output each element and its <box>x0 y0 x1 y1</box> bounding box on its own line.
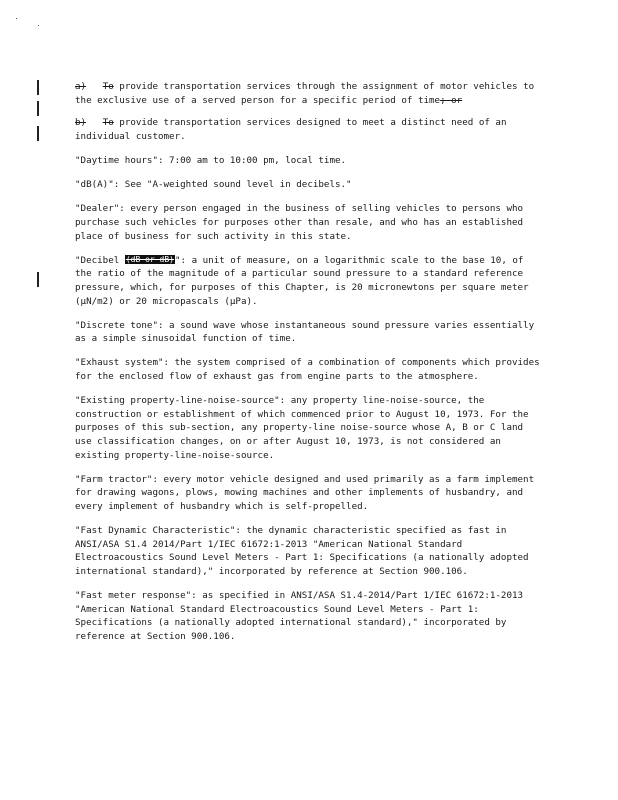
scan-speck <box>38 25 39 26</box>
definition-dba: "dB(A)": See "A-weighted sound level in decibels." <box>75 179 352 191</box>
item-text: provide transportation services designed to meet a distinct need of an individual customer. <box>75 117 507 142</box>
definition-existing-noise-source: "Existing property-line-noise-source": any property line-noise-source, the construction or establishment of which commenced prior to August 10, 1973. For the purposes of this sub-section, any property-line noise-source whose A, B or C land use classification changes, on or after August 10, 1973, is not considered an existing property-line-noise-source. <box>75 395 529 461</box>
definition-fast-dynamic: "Fast Dynamic Characteristic": the dynamic characteristic specified as fast in ANSI/ASA S1.4 2014/Part 1/IEC 61672:1-2013 "American National Standard Electroacoustics Sound Level Meters - Part 1: Specifications (a nationally adopted international standard)," incorporated by reference at Section 900.106. <box>75 525 529 577</box>
definition-discrete-tone: "Discrete tone": a sound wave whose instantaneous sound pressure varies essentially as a simple sinusoidal function of time. <box>75 319 535 345</box>
struck-text: (dB or dB) <box>125 254 174 264</box>
scan-speck <box>16 18 17 19</box>
definition-farm-tractor: "Farm tractor": every motor vehicle designed and used primarily as a farm implement for drawing wagons, plows, mowing machines and other implements of husbandry, and every implement of husbandry which is self-propelled. <box>75 473 535 512</box>
revision-bar <box>37 80 39 95</box>
item-label: a) <box>75 81 87 92</box>
struck-text: To <box>102 81 114 92</box>
revision-bar <box>37 272 39 287</box>
document-body <box>75 80 545 654</box>
definition-exhaust-system: "Exhaust system": the system comprised of a combination of components which provides for the enclosed flow of exhaust gas from engine parts to the atmosphere. <box>75 357 540 383</box>
item-label: b) <box>75 117 87 129</box>
definition-item-a <box>75 80 545 107</box>
definition-dealer: "Dealer": every person engaged in the business of selling vehicles to persons who purchase such vehicles for purposes other than resale, and who has an established place of business for such activity in this state. <box>75 203 524 242</box>
definition-daytime-hours: "Daytime hours": 7:00 am to 10:00 pm, local time. <box>75 154 347 166</box>
item-text: provide transportation services through the assignment of motor vehicles to the exclusive use of a served person for a specific period of time <box>75 81 535 106</box>
term-lead: "Decibel <box>75 254 120 266</box>
definition-fast-meter-response: "Fast meter response": as specified in ANSI/ASA S1.4-2014/Part 1/IEC 61672:1-2013 "American National Standard Electroacoustics Sound Level Meters - Part 1: Specifications (a nationally adopted international standard)," incorporated by reference at Section 900.106. <box>75 590 524 642</box>
revision-bar <box>37 126 39 141</box>
struck-text: To <box>102 117 114 129</box>
definition-text: ": a unit of measure, on a logarithmic scale to the base 10, of the ratio of the magnitude of a particular sound pressure to a standard reference pressure, which, for purposes of this Chapter, is 20 micronewtons per square meter (μN/m2) or 20 micropascals (μPa). <box>75 254 529 307</box>
revision-bar <box>37 101 39 116</box>
definition-item-b <box>75 116 545 143</box>
struck-text: ; or <box>440 94 463 106</box>
definition-decibel <box>75 254 545 308</box>
